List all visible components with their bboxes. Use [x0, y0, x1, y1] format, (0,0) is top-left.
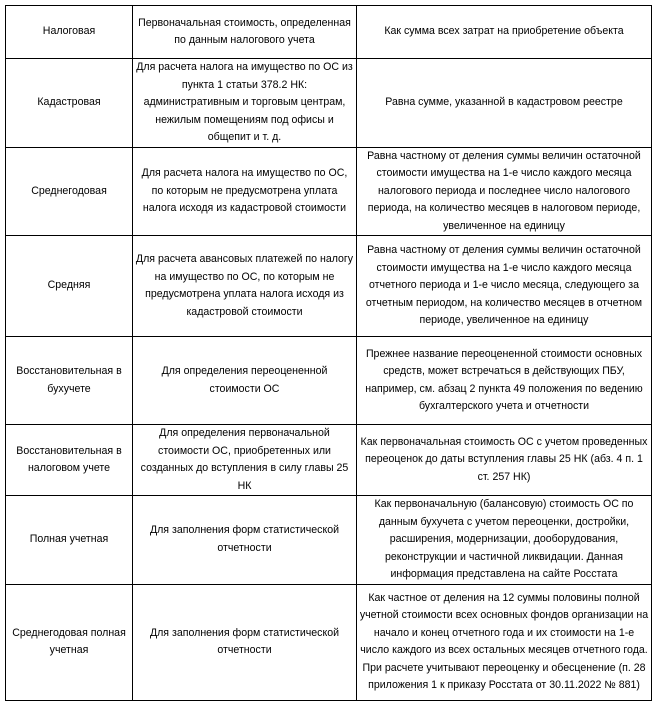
purpose-cell: Первоначальная стоимость, определенная по данным налогового учета: [133, 6, 357, 59]
table-row: [6, 496, 652, 585]
calculation-cell: Равна сумме, указанной в кадастровом реестре: [357, 59, 652, 148]
calculation-cell: Как частное от деления на 12 суммы половины полной учетной стоимости всех основных фондов организации на начало и конец отчетного года и их стоимости на 1-е число каждого из всех остальных месяцев отчетного года. При расчете учитывают переоценку и обесценение (п. 28 приложения 1 к приказу Росстата от 30.11.2022 № 881): [357, 584, 652, 700]
cost-type-cell: Средняя: [6, 236, 133, 337]
table-row: [6, 425, 652, 496]
table-row: [6, 236, 652, 337]
cost-type-cell: Среднегодовая полная учетная: [6, 584, 133, 700]
table-row: [6, 59, 652, 148]
calculation-cell: Равна частному от деления суммы величин остаточной стоимости имущества на 1-е число каждого месяца отчетного периода и 1-е число месяца, следующего за отчетным периодом, на количество месяцев в отчетном периоде, увеличенное на единицу: [357, 236, 652, 337]
purpose-cell: Для расчета налога на имущество по ОС, по которым не предусмотрена уплата налога исходя из кадастровой стоимости: [133, 147, 357, 236]
purpose-cell: Для заполнения форм статистической отчетности: [133, 584, 357, 700]
calculation-cell: Равна частному от деления суммы величин остаточной стоимости имущества на 1-е число каждого месяца налогового периода и последнее число налогового периода, на количество месяцев в налоговом периоде, увеличенное на единицу: [357, 147, 652, 236]
table-row: [6, 337, 652, 425]
table-row: [6, 6, 652, 59]
purpose-cell: Для заполнения форм статистической отчетности: [133, 496, 357, 585]
cost-types-table: [5, 5, 652, 701]
purpose-cell: Для расчета налога на имущество по ОС из пункта 1 статьи 378.2 НК: административным и торговым центрам, нежилым помещениям под офисы и общепит и т. д.: [133, 59, 357, 148]
table-row: [6, 147, 652, 236]
cost-type-cell: Восстановительная в бухучете: [6, 337, 133, 425]
cost-type-cell: Кадастровая: [6, 59, 133, 148]
calculation-cell: Как сумма всех затрат на приобретение объекта: [357, 6, 652, 59]
calculation-cell: Прежнее название переоцененной стоимости основных средств, может встречаться в действующих ПБУ, например, см. абзац 2 пункта 49 положения по ведению бухгалтерского учета и отчетности: [357, 337, 652, 425]
cost-type-cell: Восстановительная в налоговом учете: [6, 425, 133, 496]
calculation-cell: Как первоначальная стоимость ОС с учетом проведенных переоценок до даты вступления главы 25 НК (абз. 4 п. 1 ст. 257 НК): [357, 425, 652, 496]
cost-type-cell: Полная учетная: [6, 496, 133, 585]
calculation-cell: Как первоначальную (балансовую) стоимость ОС по данным бухучета с учетом переоценки, достройки, расширения, модернизации, дооборудования, реконструкции и частичной ликвидации. Данная информация представлена на сайте Росстата: [357, 496, 652, 585]
cost-type-cell: Среднегодовая: [6, 147, 133, 236]
purpose-cell: Для определения переоцененной стоимости ОС: [133, 337, 357, 425]
table-row: [6, 584, 652, 700]
purpose-cell: Для определения первоначальной стоимости ОС, приобретенных или созданных до вступления в силу главы 25 НК: [133, 425, 357, 496]
purpose-cell: Для расчета авансовых платежей по налогу на имущество по ОС, по которым не предусмотрена уплата налога исходя из кадастровой стоимости: [133, 236, 357, 337]
cost-type-cell: Налоговая: [6, 6, 133, 59]
